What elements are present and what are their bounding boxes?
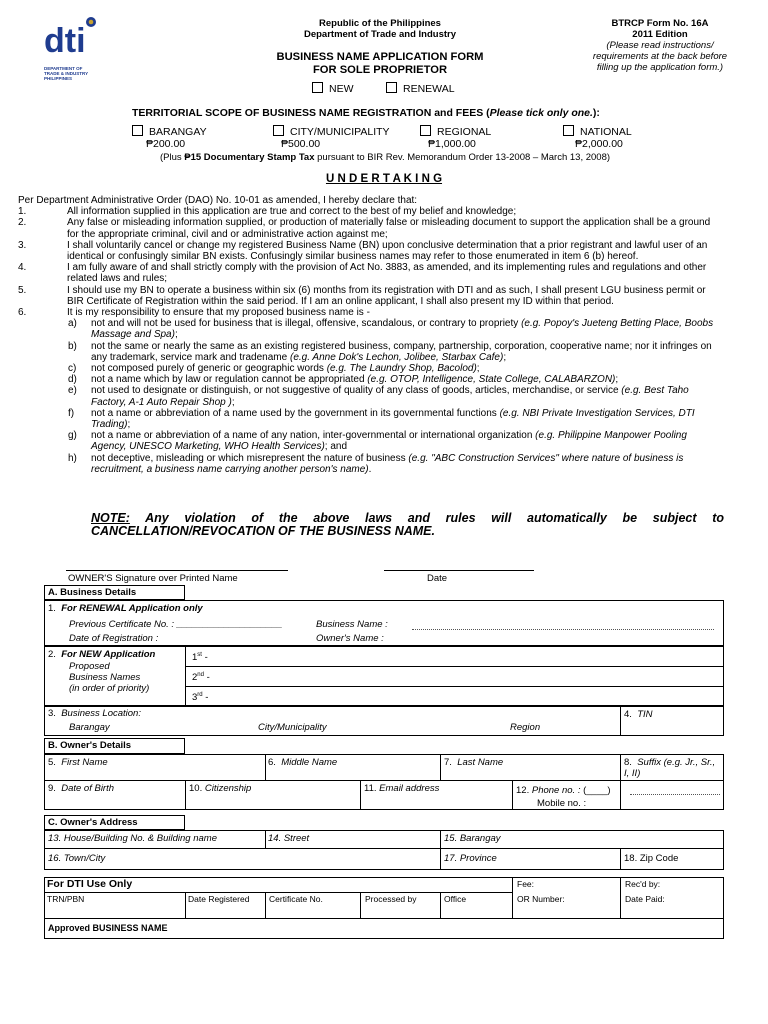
new-app-num: 2. For NEW Application xyxy=(48,649,156,660)
undertaking-intro: Per Department Administrative Order (DAO) No. 10-01 as amended, I hereby declare that: xyxy=(18,195,418,206)
national-fee: ₱2,000.00 xyxy=(575,138,623,150)
business-name-label: Business Name : xyxy=(316,619,388,630)
form-edition: 2011 Edition xyxy=(632,29,688,40)
form-title-2: FOR SOLE PROPRIETOR xyxy=(312,64,448,76)
logo-sub-2: TRADE & INDUSTRY xyxy=(44,71,89,76)
dti-logo xyxy=(44,16,99,81)
street-field[interactable]: 14. Street xyxy=(268,833,310,844)
signature-date-label: Date xyxy=(427,573,448,584)
dob-field[interactable]: 9. Date of Birth xyxy=(48,783,115,794)
first-name-choice[interactable]: 1st - xyxy=(192,652,208,664)
mobile-field[interactable]: Mobile no. : xyxy=(537,798,587,809)
trn-label: TRN/PBN xyxy=(47,894,85,904)
section-b-title: B. Owner's Details xyxy=(44,738,185,754)
or-number-label: OR Number: xyxy=(517,894,565,904)
logo-sub-1: DEPARTMENT OF xyxy=(44,66,83,71)
form-instructions: (Please read instructions/ requirements at the back before filling up the application form.) xyxy=(592,40,728,73)
proposed-names-label: Proposed Business Names (in order of priority) xyxy=(69,661,150,694)
renewal-num: 1. For RENEWAL Application only xyxy=(48,603,203,614)
business-name-field[interactable] xyxy=(412,629,714,630)
scope-title: TERRITORIAL SCOPE OF BUSINESS NAME REGISTRATION and FEES (Please tick only one.): xyxy=(132,107,600,119)
signature-line[interactable] xyxy=(66,570,288,571)
suffix-field[interactable]: 8. Suffix (e.g. Jr., Sr., I, II) xyxy=(624,757,716,779)
logo-sub-3: PHILIPPINES xyxy=(44,76,73,81)
form-number: BTRCP Form No. 16A xyxy=(611,18,709,29)
address-barangay-field[interactable]: 15. Barangay xyxy=(444,833,501,844)
undertaking-item: 3. I shall voluntarily cancel or change my registered Business Name (BN) upon conclusive determination that a prior registrant and lawful user of an identical or confusingly similar BN exists. Confusingly similar business names may refer to those enumerated in item 6 (b) hereof. xyxy=(18,239,708,263)
undertaking-subitem: e) not used to designate or distinguish, or not suggestive of quality of any class of goods, articles, merchandise, or service (e.g. Best Taho Factory, A-1 Auto Repair Shop ); xyxy=(68,385,689,408)
first-name-field[interactable]: 5. First Name xyxy=(48,757,108,768)
house-building-field[interactable]: 13. House/Building No. & Building name xyxy=(48,833,217,844)
republic-label: Republic of the Philippines xyxy=(319,18,441,29)
undertaking-subitem: c) not composed purely of generic or geographic words (e.g. The Laundry Shop, Bacolod); xyxy=(68,363,480,375)
department-label: Department of Trade and Industry xyxy=(303,29,457,40)
undertaking-subitem: h) not deceptive, misleading or which misrepresent the nature of business (e.g. "ABC Construction Services" where nature of business is recruitment, a business name carrying another person's name). xyxy=(68,452,684,475)
email-field[interactable]: 11. Email address xyxy=(364,783,440,794)
undertaking-item: 6. It is my responsibility to ensure that my proposed business name is - xyxy=(18,307,370,319)
undertaking-item: 1. All information supplied in this application are true and correct to the best of my belief and knowledge; xyxy=(18,206,517,218)
phone-field[interactable]: 12. Phone no. : (____) xyxy=(516,785,611,796)
citizenship-field[interactable]: 10. Citizenship xyxy=(189,783,252,794)
logo-text: dti xyxy=(44,22,86,60)
region-label: Region xyxy=(510,722,541,733)
approved-name-label: Approved BUSINESS NAME xyxy=(48,923,168,933)
scope-city[interactable]: CITY/MUNICIPALITY ₱500.00 xyxy=(273,125,390,150)
middle-name-field[interactable]: 6. Middle Name xyxy=(268,757,338,768)
barangay-fee: ₱200.00 xyxy=(146,138,186,150)
undertaking-subitem: f) not a name or abbreviation of a name used by the government in its governmental functions (e.g. NBI Private Investigation Services, DTI Trading); xyxy=(68,407,695,431)
dti-use-title: For DTI Use Only xyxy=(47,878,133,890)
town-city-field[interactable]: 16. Town/City xyxy=(48,853,106,864)
dti-logo-icon xyxy=(44,16,99,61)
regional-checkbox[interactable] xyxy=(420,125,431,136)
regional-fee: ₱1,000.00 xyxy=(428,138,476,150)
barangay-checkbox[interactable] xyxy=(132,125,143,136)
province-field[interactable]: 17. Province xyxy=(444,853,497,864)
previous-cert-label: Previous Certificate No. : ____________________ xyxy=(69,619,283,630)
undertaking-list xyxy=(18,195,724,475)
date-paid-label: Date Paid: xyxy=(625,894,665,904)
city-fee: ₱500.00 xyxy=(281,138,321,150)
option-renewal[interactable]: RENEWAL xyxy=(386,82,455,95)
scope-barangay[interactable]: BARANGAY ₱200.00 xyxy=(132,125,207,150)
third-name-choice[interactable]: 3rd - xyxy=(192,692,209,704)
date-line[interactable] xyxy=(384,570,534,571)
city-label: City/Municipality xyxy=(258,722,327,733)
scope-national[interactable]: NATIONAL ₱2,000.00 xyxy=(563,125,632,150)
cert-no-label: Certificate No. xyxy=(269,894,323,904)
owner-signature-label: OWNER'S Signature over Printed Name xyxy=(68,573,238,584)
undertaking-subitem: g) not a name or abbreviation of a name of any nation, inter-governmental or international organization (e.g. Philippine Manpower Pooling Agency, UNESCO Marketing, WHO Health Services); and xyxy=(68,430,687,453)
section-a-title: A. Business Details xyxy=(44,585,185,600)
last-name-field[interactable]: 7. Last Name xyxy=(444,757,504,768)
form-title-1: BUSINESS NAME APPLICATION FORM xyxy=(276,51,484,63)
office-label: Office xyxy=(444,894,467,904)
processed-by-label: Processed by xyxy=(365,894,417,904)
undertaking-item: 2. Any false or misleading information supplied, or production of materially false or misleading document to support the application shall be a ground for the appropriate criminal, civil and or administrative action against me; xyxy=(18,217,711,240)
undertaking-item: 5. I should use my BN to operate a business within six (6) months from its registration with DTI and as such, I shall present LGU business permit or BIR Certificate of Registration within the said period. If I am an online applicant, I shall also present my ID within that period. xyxy=(18,284,706,307)
national-checkbox[interactable] xyxy=(563,125,574,136)
violation-note: NOTE: Any violation of the above laws and rules will automatically be subject to CANCELLATION/REVOCATION OF THE BUSINESS NAME. xyxy=(91,511,724,538)
renewal-checkbox[interactable] xyxy=(386,82,397,93)
date-registered-label: Date Registered xyxy=(188,894,250,904)
recd-by-label: Rec'd by: xyxy=(625,879,661,889)
section-c-title: C. Owner's Address xyxy=(44,815,185,830)
business-location-box xyxy=(44,706,724,736)
new-checkbox[interactable] xyxy=(312,82,323,93)
business-location-label: 3. Business Location: xyxy=(48,708,141,719)
undertaking-subitem: b) not the same or nearly the same as an existing registered business, company, partnership, corporation, cooperative name; nor it infringes on any trademark, service mark and tradename (e.g. Anne Dok's Lechon, Jolibee, Starbax Cafe); xyxy=(68,340,712,363)
second-name-choice[interactable]: 2nd - xyxy=(192,672,210,684)
barangay-label: Barangay xyxy=(69,722,110,733)
scope-regional[interactable]: REGIONAL ₱1,000.00 xyxy=(420,125,491,150)
stamp-tax-note: (Plus ₱15 Documentary Stamp Tax pursuant to BIR Rev. Memorandum Order 13-2008 – March 13, 2008) xyxy=(159,152,611,163)
owner-name-label: Owner's Name : xyxy=(316,633,384,644)
owner-details-box xyxy=(44,754,724,810)
tin-label[interactable]: 4. TIN xyxy=(624,709,653,720)
fee-label: Fee: xyxy=(517,879,535,889)
date-registration-label: Date of Registration : xyxy=(69,633,159,644)
option-new[interactable]: NEW xyxy=(312,82,354,95)
city-checkbox[interactable] xyxy=(273,125,284,136)
undertaking-subitem: a) not and will not be used for business that is illegal, offensive, scandalous, or contrary to propriety (e.g. Popoy's Jueteng Betting Place, Boobs Massage and Spa); xyxy=(68,318,714,341)
undertaking-heading: U N D E R T A K I N G xyxy=(325,173,443,185)
undertaking-item: 4. I am fully aware of and shall strictly comply with the provision of Act No. 3883, as amended, and its implementing rules and regulations and other related laws and rules; xyxy=(18,262,707,285)
zip-code-field[interactable]: 18. Zip Code xyxy=(624,853,679,864)
undertaking-subitem: d) not a name which by law or regulation cannot be appropriated (e.g. OTOP, Intelligence, State College, CALABARZON); xyxy=(68,374,619,386)
